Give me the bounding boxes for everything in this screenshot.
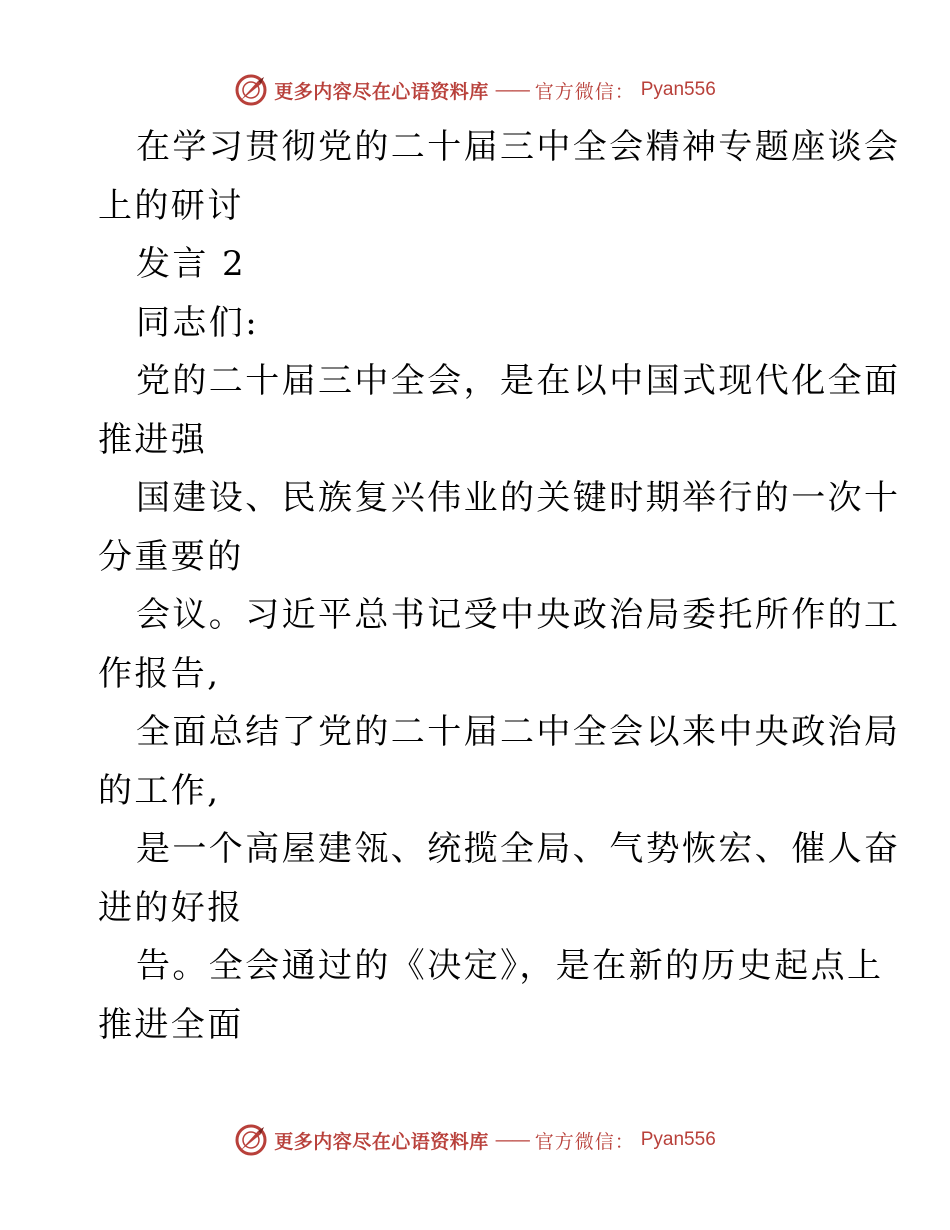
- document-line: 推进全面: [98, 1004, 244, 1045]
- watermark-brand-text: 更多内容尽在心语资料库: [274, 80, 489, 103]
- watermark-wechat-id: Pyan556: [640, 1129, 716, 1150]
- watermark-brand-text: 更多内容尽在心语资料库: [274, 1130, 489, 1153]
- document-line: 告。全会通过的《决定》，是在新的历史起点上: [136, 946, 884, 986]
- header-watermark: [0, 70, 950, 110]
- footer-watermark: [0, 1120, 950, 1160]
- document-line: 会议。习近平总书记受中央政治局委托所作的工: [136, 595, 901, 635]
- document-line: 全面总结了党的二十届二中全会以来中央政治局: [136, 712, 901, 752]
- document-line: 在学习贯彻党的二十届三中全会精神专题座谈会: [136, 127, 901, 167]
- document-line: 的工作,: [98, 770, 221, 811]
- watermark-dash: ——: [494, 79, 529, 101]
- watermark-dash: ——: [494, 1129, 529, 1151]
- document-line: 党的二十届三中全会，是在以中国式现代化全面: [136, 361, 901, 401]
- watermark-wechat-label: 官方微信：: [534, 80, 635, 103]
- document-line: 推进强: [98, 419, 208, 460]
- watermark-wechat-id: Pyan556: [640, 79, 716, 100]
- document-line: 分重要的: [98, 536, 244, 577]
- watermark-wechat-label: 官方微信：: [534, 1130, 635, 1153]
- document-line: 是一个高屋建瓴、统揽全局、气势恢宏、催人奋: [136, 829, 901, 869]
- document-line: 作报告,: [98, 653, 221, 694]
- document-line: 进的好报: [98, 887, 244, 928]
- quill-logo-icon: [234, 73, 268, 107]
- document-line: 发言 2: [136, 244, 247, 284]
- document-body: [98, 118, 901, 1054]
- document-line: 国建设、民族复兴伟业的关键时期举行的一次十: [136, 478, 901, 518]
- document-line: 同志们:: [136, 302, 260, 343]
- quill-logo-icon: [234, 1123, 268, 1157]
- document-line: 上的研讨: [98, 185, 244, 226]
